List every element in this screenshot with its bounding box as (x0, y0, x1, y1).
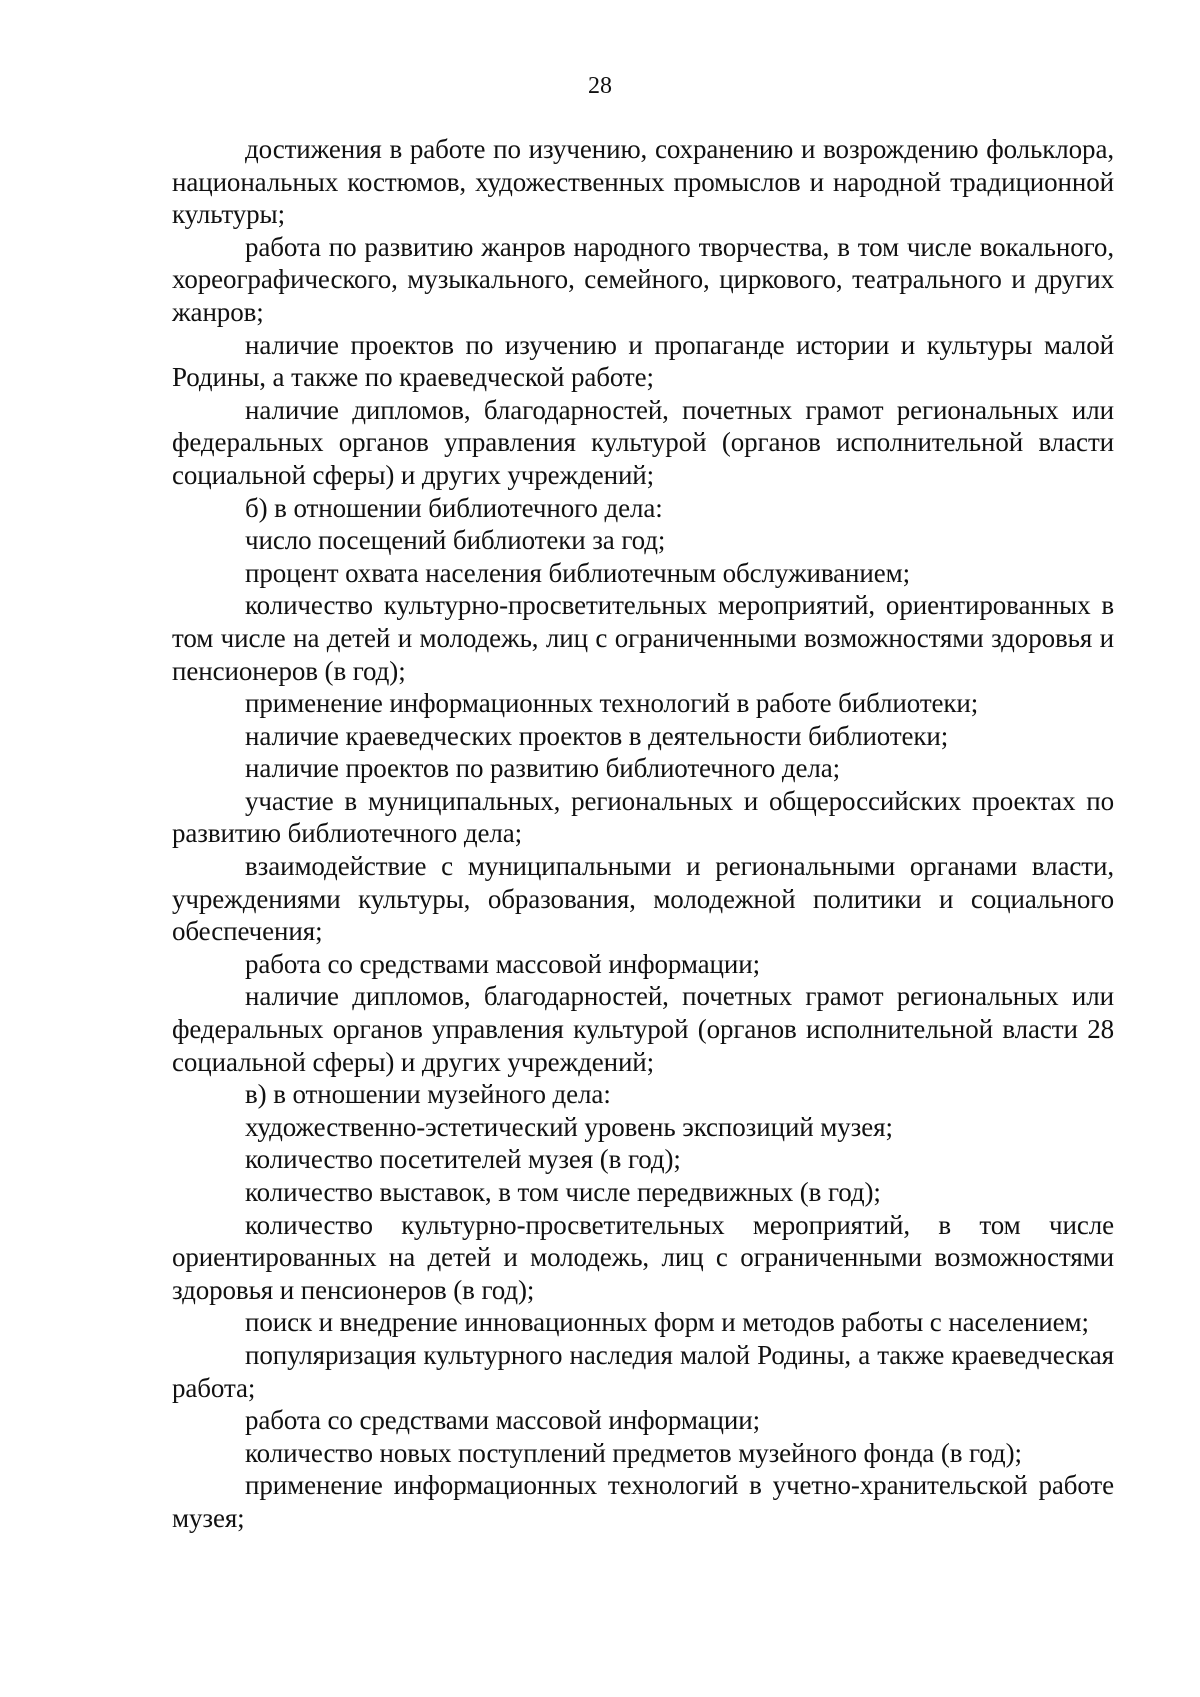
paragraph: поиск и внедрение инновационных форм и методов работы с населением; (245, 1307, 1089, 1338)
paragraph: количество новых поступлений предметов музейного фонда (в год); (245, 1437, 1022, 1468)
paragraph: участие в муниципальных, региональных и общероссийских проектах по развитию библиотечного дела; (172, 785, 1114, 849)
paragraph: наличие проектов по развитию библиотечного дела; (245, 753, 841, 784)
paragraph: процент охвата населения библиотечным обслуживанием; (245, 557, 911, 588)
paragraph: работа со средствами массовой информации; (245, 948, 760, 979)
paragraph: наличие дипломов, благодарностей, почетных грамот региональных или федеральных органов управления культурой (органов исполнительной власти 28 социальной сферы) и других учреждений; (172, 981, 1114, 1077)
paragraph: количество культурно-просветительных мероприятий, в том числе ориентированных на детей и молодежь, лиц с ограниченными возможностями здоровья и пенсионеров (в год); (172, 1209, 1114, 1305)
paragraph: работа со средствами массовой информации; (245, 1405, 760, 1436)
page-number: 28 (588, 73, 612, 99)
section-heading-museum: в) в отношении музейного дела: (245, 1079, 611, 1110)
paragraph: работа по развитию жанров народного творчества, в том числе вокального, хореографического, музыкального, семейного, циркового, театрального и других жанров; (172, 231, 1114, 327)
section-heading-library: б) в отношении библиотечного дела: (245, 492, 663, 523)
paragraph: популяризация культурного наследия малой Родины, а также краеведческая работа; (172, 1339, 1114, 1403)
paragraph: применение информационных технологий в учетно-хранительской работе музея; (172, 1470, 1114, 1533)
paragraph: применение информационных технологий в работе библиотеки; (245, 688, 979, 719)
paragraph: количество выставок, в том числе передвижных (в год); (245, 1177, 881, 1207)
paragraph: наличие проектов по изучению и пропаганде истории и культуры малой Родины, а также по краеведческой работе; (172, 329, 1114, 393)
paragraph: наличие дипломов, благодарностей, почетных грамот региональных или федеральных органов управления культурой (органов исполнительной власти социальной сферы) и других учреждений; (172, 394, 1114, 490)
document-body (172, 133, 1114, 1535)
paragraph: наличие краеведческих проектов в деятельности библиотеки; (245, 720, 949, 751)
paragraph: число посещений библиотеки за год; (245, 525, 666, 556)
paragraph: количество культурно-просветительных мероприятий, ориентированных в том числе на детей и молодежь, лиц с ограниченными возможностями здоровья и пенсионеров (в год); (172, 590, 1114, 686)
paragraph: достижения в работе по изучению, сохранению и возрождению фольклора, национальных костюмов, художественных промыслов и народной традиционной культуры; (172, 134, 1114, 230)
paragraph: художественно-эстетический уровень экспозиций музея; (245, 1111, 893, 1142)
paragraph: количество посетителей музея (в год); (245, 1144, 681, 1175)
paragraph: взаимодействие с муниципальными и региональными органами власти, учреждениями культуры, образования, молодежной политики и социального обеспечения; (172, 851, 1114, 947)
